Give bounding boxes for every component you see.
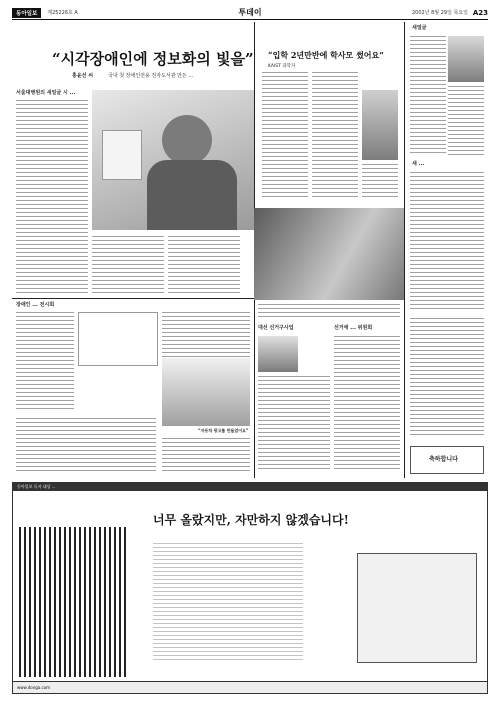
ad-footer: www.donga.com [13, 681, 487, 693]
event-photo [162, 358, 250, 426]
article-text-column [16, 418, 156, 474]
ad-image [19, 527, 129, 677]
article-text-column [92, 236, 164, 296]
mid-headline: 장애인 ... 전시회 [16, 302, 55, 308]
column-title: 서울대병원의 새얼굴 시 ... [16, 90, 76, 96]
main-photo [92, 90, 254, 230]
section-title: 투데이 [238, 8, 262, 17]
portrait-photo [362, 90, 398, 160]
small-ad-label: 축하합니다 [429, 456, 458, 463]
main-deck: 홍윤선 씨 [72, 73, 94, 79]
ad-headline: 너무 올랐지만, 자만하지 않겠습니다! [153, 513, 349, 527]
article-text-column [362, 164, 398, 200]
main-subhead: 국내 첫 장애인전용 전자도서관 만든 ... [108, 73, 194, 79]
side-subhead: KAIST 과학자 [268, 64, 296, 69]
article-text-column [410, 172, 484, 312]
small-ad-box [410, 446, 484, 474]
side-headline: “입학 2년만반에 학사모 썼어요” [268, 50, 384, 60]
profile-title: 새얼굴 [412, 25, 427, 31]
notes-title: 새 ... [412, 161, 425, 167]
lower-caption: “자동차 광고를 만들었어요” [198, 428, 249, 433]
article-text-column [448, 86, 484, 156]
issue-date: 2002년 8월 29일 목요일 [411, 10, 468, 16]
portrait-photo [258, 336, 298, 372]
main-headline: “시각장애인에 정보화의 빛을” [52, 50, 254, 68]
paper-name: 동아일보 [12, 8, 41, 18]
article-text-column [312, 72, 358, 200]
article-text-column [334, 336, 400, 472]
article-text-column [162, 438, 250, 474]
article-text-column [168, 236, 240, 296]
advertisement [12, 482, 488, 694]
event-photo [254, 208, 404, 300]
ad-top-strip: 동아일보 독자 대상 ... [13, 483, 487, 491]
profile-photo [448, 36, 484, 82]
section-divider [12, 298, 254, 299]
column-divider [404, 22, 405, 478]
article-text-column [258, 376, 330, 472]
masthead [12, 6, 488, 20]
newspaper-page [12, 6, 488, 694]
article-text-column [262, 72, 308, 200]
photo-caption [258, 304, 400, 320]
page-number: A23 [472, 8, 488, 17]
article-text-column [16, 100, 88, 296]
article-text-column [410, 36, 446, 156]
ad-book-image [357, 553, 477, 663]
ad-body-text [153, 543, 303, 663]
mid-headline: 선거에 ... 위원회 [334, 325, 373, 331]
mid-headline: 대선 선거구사업 [258, 325, 294, 331]
article-text-column [16, 312, 74, 412]
article-text-column [410, 318, 484, 438]
illustration [78, 312, 158, 366]
edition-number: 제25226호 A [47, 10, 78, 16]
